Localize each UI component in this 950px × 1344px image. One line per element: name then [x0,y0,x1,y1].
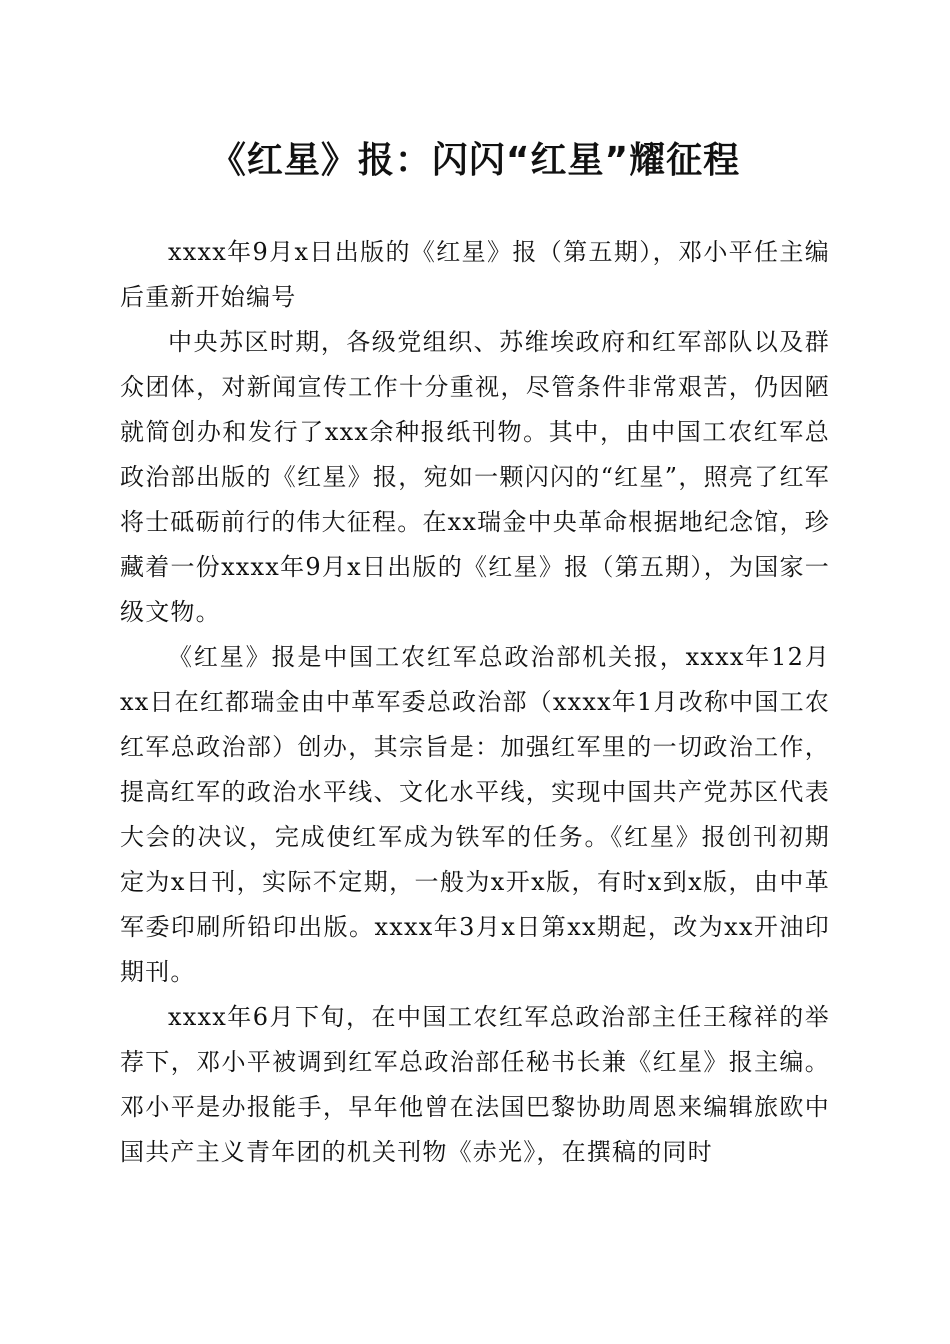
paragraph: 中央苏区时期，各级党组织、苏维埃政府和红军部队以及群众团体，对新闻宣传工作十分重视，尽管条件非常艰苦，仍因陋就简创办和发行了xxx余种报纸刊物。其中，由中国工农红军总政治部出版的《红星》报，宛如一颗闪闪的“红星”，照亮了红军将士砥砺前行的伟大征程。在xx瑞金中央革命根据地纪念馆，珍藏着一份xxxx年9月x日出版的《红星》报（第五期），为国家一级文物。 [120,328,830,626]
paragraph: 《红星》报是中国工农红军总政治部机关报，xxxx年12月xx日在红都瑞金由中革军委总政治部（xxxx年1月改称中国工农红军总政治部）创办，其宗旨是：加强红军里的一切政治工作，提高红军的政治水平线、文化水平线，实现中国共产党苏区代表大会的决议，完成使红军成为铁军的任务。《红星》报创刊初期定为x日刊，实际不定期，一般为x开x版，有时x到x版，由中革军委印刷所铅印出版。xxxx年3月x日第xx期起，改为xx开油印期刊。 [120,643,830,986]
document-body [120,230,830,1175]
document-title: 《红星》报：闪闪“红星”耀征程 [209,140,741,181]
paragraph: xxxx年9月x日出版的《红星》报（第五期），邓小平任主编后重新开始编号 [120,238,830,311]
paragraph: xxxx年6月下旬，在中国工农红军总政治部主任王稼祥的举荐下，邓小平被调到红军总政治部任秘书长兼《红星》报主编。邓小平是办报能手，早年他曾在法国巴黎协助周恩来编辑旅欧中国共产主义青年团的机关刊物《赤光》，在撰稿的同时 [120,1003,830,1166]
